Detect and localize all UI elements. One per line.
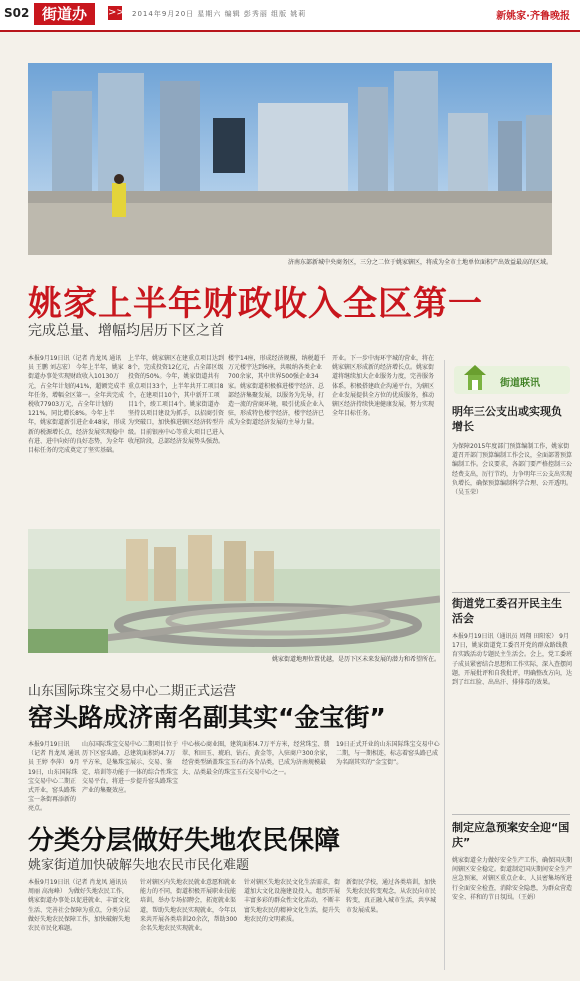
sidebar-story2-title: 街道党工委召开民主生活会 bbox=[452, 597, 562, 625]
article2-col3: 中心核心商业圈，建筑面积4.7万平方米，经营珠宝、翡翠、和田玉、琥珀、钻石、黄金等，入驻商户300余家，经营类型涵盖珠宝玉石的各个品类，已成为济南规模最大、品类最全的珠宝玉石交易中心之一。 bbox=[182, 741, 332, 776]
sidebar-news bbox=[448, 360, 574, 970]
article1-col2: 上半年，姚家辖区在建重点项目达到8个，完成投资12亿元，占全部区级投资的50%。今年，姚家街道共有重点项目33个，上半年共开工项目8个，在建项目10个，其中新开工项目1个，竣工项目4个。姚家街道办坚持以项目建设为抓手，以招商引资为突破口，加快推进辖区经济转型升级。目前银座中心等重大项目已进入收尾阶段，总部经济发展势头强劲。 bbox=[128, 355, 224, 445]
sidebar-divider-1 bbox=[452, 592, 570, 593]
article2-col4: 19日正式开业的山东国际珠宝交易中心二期，与一期相连，标志着窑头路已成为名副其实的“金宝街”。 bbox=[336, 741, 440, 767]
article3-col4: 新街民学校，通过各类培训，加快失地农民转变观念，从农民向市民转变，真正融入城市生活，共享城市发展成果。 bbox=[346, 879, 437, 914]
column-title: 街道办 bbox=[34, 3, 95, 25]
headline-land-loss-farmers: 分类分层做好失地农民保障 bbox=[28, 826, 341, 856]
headline-fiscal-revenue: 姚家上半年财政收入全区第一 bbox=[28, 284, 483, 324]
article3-col2: 针对辖区内失地农民就业意愿和就业能力的不同，街道积极开展职业技能培训，举办专场招聘会，拓宽就业渠道，帮助失地农民实现就业，今年以来共开展各类培训20余次，帮助300余名失地农民实现就业。 bbox=[140, 879, 238, 933]
sidebar-tag bbox=[454, 360, 570, 396]
kicker-jewelry: 山东国际珠宝交易中心二期正式运营 bbox=[28, 684, 237, 699]
photo2-caption: 姚家街道地理位置优越，是历下区未来发展的潜力和希望所在。 bbox=[271, 656, 440, 663]
sidebar-story3-text: 姚家街道全力做好安全生产工作，确保国庆期间辖区安全稳定。街道制定国庆期间安全生产应急预案，对辖区重点企业、人员密集场所进行全面安全检查，消除安全隐患，为群众营造安全、祥和的节日氛围。（王娟） bbox=[452, 857, 572, 901]
page-number: S02 bbox=[4, 6, 30, 20]
article1-col3: 楼宇14座，形成经济规模，纳税超千万元楼宇达到6座，共吸纳各类企业700余家，其中世界500强企业34家。姚家街道积极推进楼宇经济、总部经济集聚发展，以服务为先导，打造一流的营商环境，吸引优质企业入驻，形成特色楼宇经济，楼宇经济已成为全街道经济发展的主导力量。 bbox=[228, 355, 326, 427]
cbd-photo bbox=[28, 63, 552, 255]
page-header bbox=[0, 0, 580, 32]
sidebar-divider-2 bbox=[452, 814, 570, 815]
sidebar-tag-label: 街道联讯 bbox=[500, 378, 540, 389]
photo1-caption: 济南东部新城中央商务区，三分之二位于姚家辖区，将成为全市土地单位面积产出效益最高的区域。 bbox=[287, 259, 552, 266]
article3-col3: 针对辖区失地农民文化生活需求，街道加大文化设施建设投入，组织开展丰富多彩的群众性文化活动，不断丰富失地农民的精神文化生活，提升失地农民的文明素质。 bbox=[244, 879, 341, 923]
article1-col1: 本报9月19日讯（记者 肖龙凤 通讯员 王鹏 刘志宏） 今年上半年，姚家街道办事处实现财政收入10130万元，占全年计划的41%，超额完成半年任务，增幅全区第一。全年共完成税收77903万元，占全年计划的121%，同比增长8%。今年上半年，姚家街道新引进企业48家，形成新的税源增长点，经济发展实现稳中有进、进中向好的良好态势，为全年目标任务的完成奠定了坚实基础。 bbox=[28, 355, 126, 455]
article1-col4: 开业。下一步中海环宇城的营业，将在姚家辖区形成新的经济增长点。姚家街道将继续加大企业服务力度，完善服务体系，积极搭建政企沟通平台，为辖区企业发展提供全方位的优质服务，推动辖区经济持续快速健康发展，努力实现全年目标任务。 bbox=[332, 355, 435, 418]
cbd-illustration bbox=[28, 63, 552, 255]
subhead-land-loss: 姚家街道加快破解失地农民市民化难题 bbox=[28, 858, 250, 873]
interchange-photo bbox=[28, 529, 440, 653]
sidebar-story3-title: 制定应急预案安全迎“国庆” bbox=[452, 821, 570, 849]
article2-col1: 本报9月19日讯（记者 肖龙凤 通讯员 王婷 李萍） 9月19日，山东国际珠宝交易中心二期正式开业，窑头路珠宝一条街再添新的亮点。 bbox=[28, 741, 80, 813]
arrow-icon: >> bbox=[108, 7, 125, 18]
article2-col2: 山东国际珠宝交易中心二期项目位于历下区窑头路，总建筑面积约4.7万平方米，是集珠宝展示、交易、鉴定、培训等功能于一体的综合性珠宝交易平台，将进一步提升窑头路珠宝产业的集聚效应。 bbox=[82, 741, 178, 795]
subhead-fiscal: 完成总量、增幅均居历下区之首 bbox=[28, 323, 224, 339]
article3-col1: 本报9月19日讯（记者 肖龙凤 通讯员 周丽 高海峰） 为做好失地农民工作，姚家街道办事处以促进就业、丰富文化生活、完善社会保障为重点，分类分层做好失地农民保障工作，加快破解失地农民市民化难题。 bbox=[28, 879, 131, 933]
issue-date: 2014年9月20日 星期六 编辑 彭秀丽 组版 姚莉 bbox=[132, 10, 307, 18]
sidebar-story1-text: 为保障2015年度部门预算编制工作，姚家街道召开部门预算编制工作会议，全面部署预算编制工作。会议要求，各部门要严格控制三公经费支出，厉行节约，力争明年三公支出实现负增长，确保预算编制科学合理、公开透明。（吴玉荣） bbox=[452, 443, 572, 497]
column-divider bbox=[444, 360, 445, 970]
sidebar-story2-text: 本报9月19日讯（通讯员 周翔 田阳宏） 9月17日，姚家街道党工委召开党的群众路线教育实践活动专题民主生活会。会上，党工委班子成员紧密结合思想和工作实际，深入查摆问题，开展批评和自我批评，明确整改方向，达到了红红脸、出出汗、排排毒的效果。 bbox=[452, 633, 572, 687]
newspaper-brand: 新姚家·齐鲁晚报 bbox=[496, 11, 570, 22]
headline-jewelry-street: 窑头路成济南名副其实“金宝街” bbox=[28, 703, 386, 732]
interchange-illustration bbox=[28, 529, 440, 653]
sidebar-story1-title: 明年三公支出或实现负增长 bbox=[452, 405, 562, 433]
